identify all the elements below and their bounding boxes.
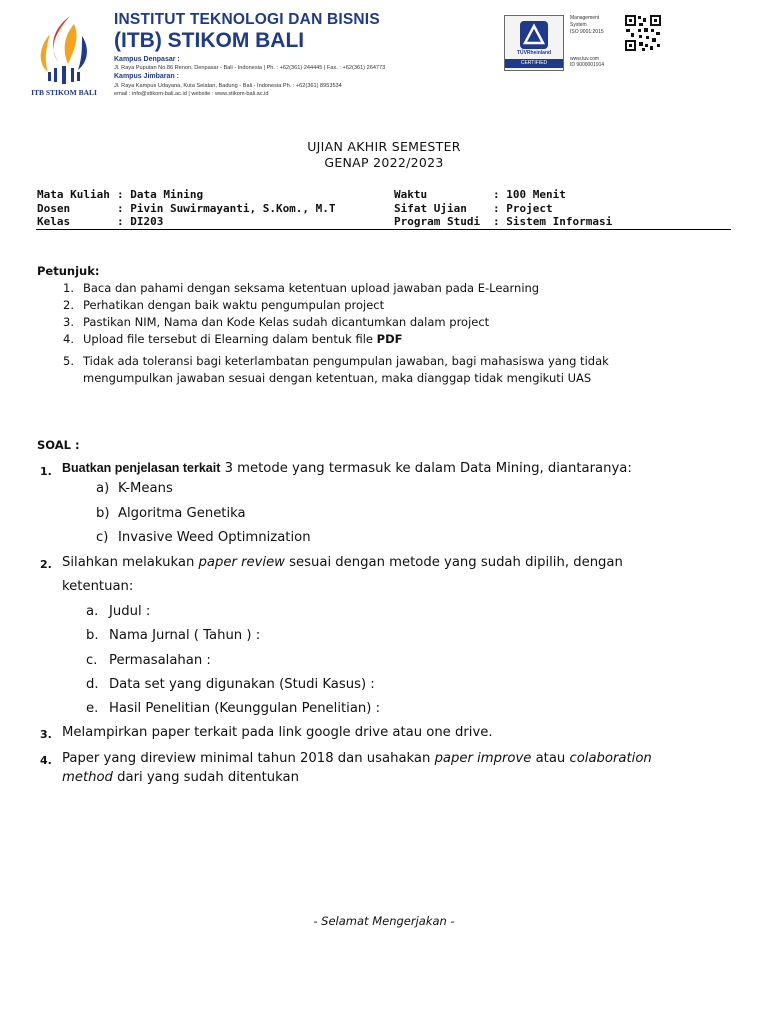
q2-option-b-label: b.	[86, 628, 99, 643]
campus1-address: Jl. Raya Puputan No.86 Renon, Denpasar - Bali - Indonesia | Ph. : +62(361) 244445 | Fax. : +62(361) 264773	[114, 65, 386, 71]
q4-pre: Paper yang direview minimal tahun 2018 dan usahakan	[62, 751, 435, 766]
petunjuk-num-4: 4.	[63, 332, 74, 346]
q3-text: Melampirkan paper terkait pada link google drive atau one drive.	[62, 725, 493, 740]
exam-title: UJIAN AKHIR SEMESTER	[307, 139, 461, 154]
matkul-label: Mata Kuliah	[37, 188, 110, 201]
petunjuk-item-4	[83, 332, 402, 346]
cert-band: CERTIFIED	[505, 59, 563, 68]
q2-number: 2.	[40, 558, 52, 571]
q2-post: sesuai dengan metode yang sudah dipilih, dengan	[284, 555, 623, 570]
soal-title: SOAL :	[37, 438, 80, 452]
petunjuk-num-2: 2.	[63, 298, 74, 312]
qr-code-icon	[624, 14, 662, 52]
campus2-address: Jl. Raya Kampus Udayana, Kuta Selatan, Badung - Bali - Indonesia Ph. : +62(361) 8953534	[114, 83, 342, 89]
petunjuk-item-3: Pastikan NIM, Nama dan Kode Kelas sudah dicantumkan dalam project	[83, 315, 490, 329]
institute-short-name: (ITB) STIKOM BALI	[114, 29, 305, 52]
q4-number: 4.	[40, 754, 52, 767]
closing-remark: - Selamat Mengerjakan -	[313, 914, 455, 928]
pdf-emphasis: PDF	[376, 332, 403, 346]
q1-option-c-label: c)	[96, 530, 109, 545]
dosen-value: : Pivin Suwirmayanti, S.Kom., M.T	[117, 202, 336, 215]
q2-option-e-label: e.	[86, 701, 99, 716]
q1-option-a-label: a)	[96, 481, 110, 496]
q2-option-c-label: c.	[86, 653, 98, 668]
q2-option-b: Nama Jurnal ( Tahun ) :	[109, 628, 261, 643]
petunjuk-item-1: Baca dan pahami dengan seksama ketentuan upload jawaban pada E-Learning	[83, 281, 540, 295]
q3-number: 3.	[40, 728, 52, 741]
q4-mid: atau	[531, 751, 570, 766]
petunjuk-item-2: Perhatikan dengan baik waktu pengumpulan project	[83, 298, 385, 312]
q2-option-c: Permasalahan :	[109, 653, 211, 668]
q2-text-cont: ketentuan:	[62, 579, 134, 594]
waktu-label: Waktu	[394, 188, 428, 201]
waktu-value: : 100 Menit	[493, 188, 566, 201]
q2-option-e: Hasil Penelitian (Keunggulan Penelitian) :	[109, 701, 381, 716]
q2-option-a-label: a.	[86, 604, 99, 619]
campus1-title: Kampus Denpasar :	[114, 56, 180, 63]
q1-option-b-label: b)	[96, 506, 110, 521]
petunjuk-num-3: 3.	[63, 315, 74, 329]
q1-rest: 3 metode yang termasuk ke dalam Data Mining, diantaranya:	[220, 461, 632, 476]
cert-brand: TÜVRheinland	[516, 50, 552, 56]
q2-option-a: Judul :	[109, 604, 151, 619]
q2-option-d: Data set yang digunakan (Studi Kasus) :	[109, 677, 375, 692]
q2-pre: Silahkan melakukan	[62, 555, 199, 570]
campus2-title: Kampus Jimbaran :	[114, 73, 179, 80]
cert-line-3: ISO 9001:2015	[570, 29, 604, 35]
q2-em: paper review	[198, 555, 285, 570]
q4-em1: paper improve	[434, 751, 532, 766]
cert-id: ID 9000001914	[570, 62, 605, 68]
q4-em2: colaboration	[569, 751, 652, 766]
q4-em3: method	[62, 770, 113, 785]
prodi-label: Program Studi	[394, 215, 481, 228]
header-divider	[36, 229, 731, 230]
petunjuk-title: Petunjuk:	[37, 264, 100, 278]
exam-period: GENAP 2022/2023	[324, 155, 444, 170]
kelas-value: : DI203	[117, 215, 164, 228]
petunjuk-num-1: 1.	[63, 281, 74, 295]
petunjuk-item-4-text: Upload file tersebut di Elearning dalam bentuk file	[83, 332, 377, 346]
contact-info: email : info@stikom-bali.ac.id | website : www.stikom-bali.ac.id	[114, 91, 269, 97]
petunjuk-num-5: 5.	[63, 354, 74, 368]
petunjuk-item-5-cont: mengumpulkan jawaban sesuai dengan ketentuan, maka dianggap tidak mengikuti UAS	[83, 371, 592, 385]
q2-option-d-label: d.	[86, 677, 99, 692]
institute-name: INSTITUT TEKNOLOGI DAN BISNIS	[114, 11, 380, 28]
matkul-value: : Data Mining	[117, 188, 204, 201]
q1-text	[62, 461, 632, 476]
q1-lead: Buatkan penjelasan terkait	[62, 461, 221, 475]
q4-text	[62, 751, 652, 766]
cert-line-2: System	[570, 22, 587, 28]
q4-text-cont	[62, 770, 299, 785]
logo-caption: ITB STIKOM BALI	[31, 88, 97, 97]
petunjuk-item-5: Tidak ada toleransi bagi keterlambatan pengumpulan jawaban, bagi mahasiswa yang tidak	[83, 354, 609, 368]
kelas-label: Kelas	[37, 215, 71, 228]
cert-site: www.tuv.com	[570, 56, 600, 62]
dosen-label: Dosen	[37, 202, 71, 215]
q4-post: dari yang sudah ditentukan	[112, 770, 299, 785]
sifat-label: Sifat Ujian	[394, 202, 467, 215]
q1-option-a: K-Means	[118, 481, 173, 496]
q1-option-c: Invasive Weed Optimnization	[118, 530, 311, 545]
cert-line-1: Management	[570, 15, 600, 21]
q1-number: 1.	[40, 465, 52, 478]
sifat-value: : Project	[493, 202, 553, 215]
q2-text	[62, 555, 623, 570]
prodi-value: : Sistem Informasi	[493, 215, 613, 228]
q1-option-b: Algoritma Genetika	[118, 506, 246, 521]
